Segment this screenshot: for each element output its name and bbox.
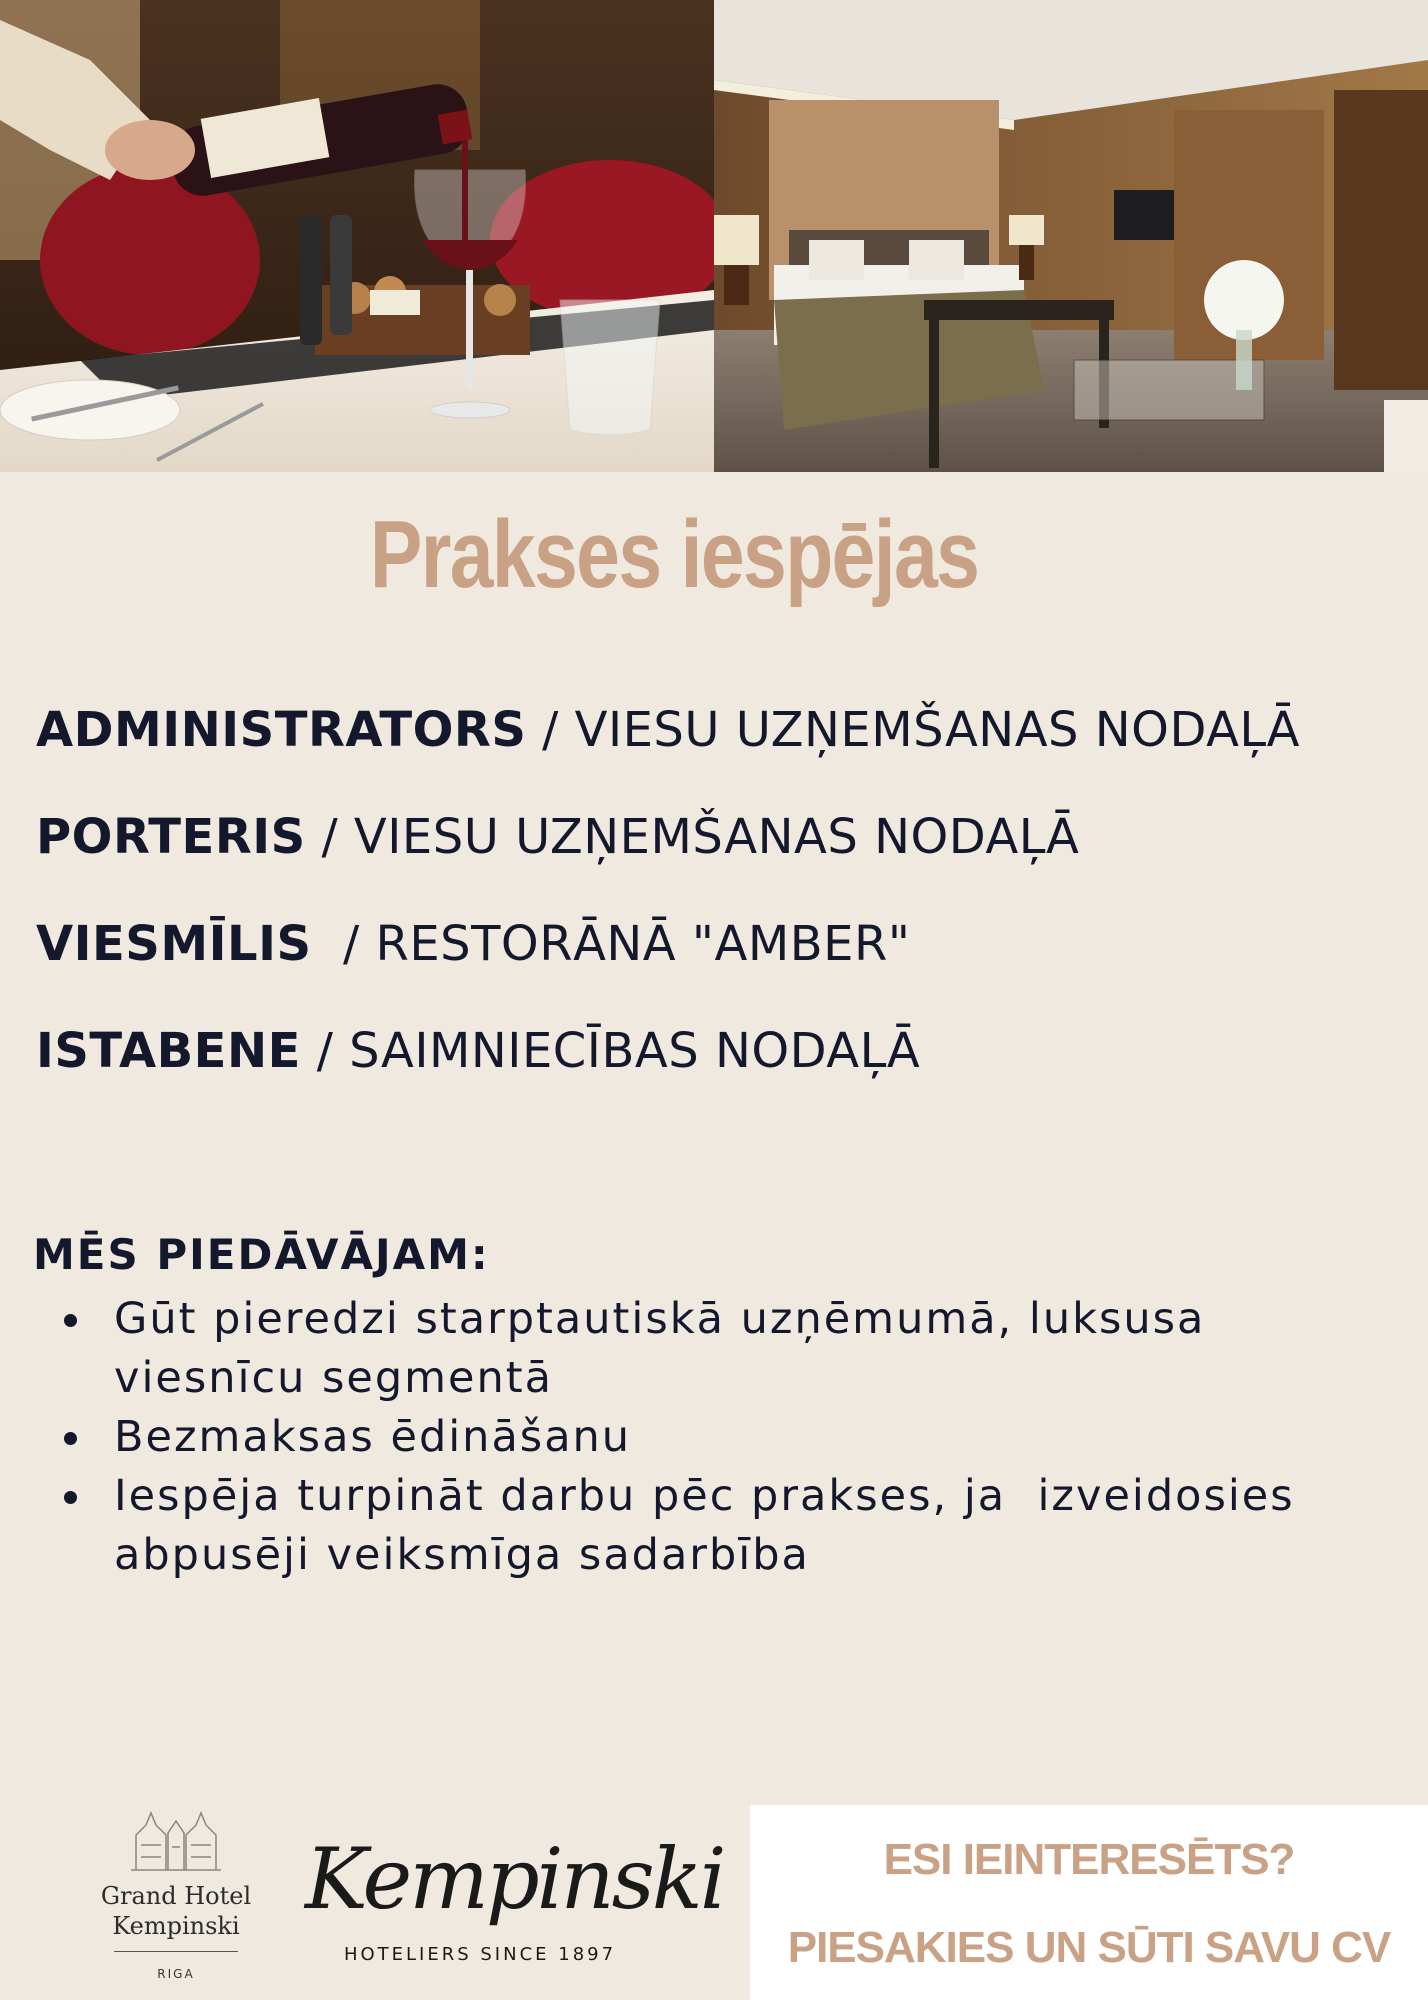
positions-list <box>36 700 1416 1128</box>
hotel-name-line-1: Grand Hotel <box>100 1882 252 1910</box>
hotel-name-line-2: Kempinski <box>112 1912 240 1940</box>
position-role: ISTABENE <box>36 1023 301 1079</box>
position-department: / VIESU UZŅEMŠANAS NODAĻĀ <box>305 809 1080 865</box>
offer-item-text: Bezmaksas ēdināšanu <box>114 1412 632 1462</box>
position-department: / VIESU UZŅEMŠANAS NODAĻĀ <box>526 702 1300 758</box>
position-item <box>36 914 1416 1021</box>
hotel-name <box>96 1881 256 1941</box>
bullet-icon <box>64 1491 77 1504</box>
footer-logos <box>0 1805 750 2000</box>
position-department: / SAIMNIECĪBAS NODAĻĀ <box>300 1023 921 1079</box>
list-item <box>60 1467 1400 1585</box>
cta-instruction: PIESAKIES UN SŪTI SAVU CV <box>787 1923 1391 1972</box>
divider <box>114 1951 238 1952</box>
kempinski-wordmark: Kempinski <box>305 1830 724 1928</box>
bullet-icon <box>64 1432 77 1445</box>
offer-item-text: Iespēja turpināt darbu pēc prakses, ja izveidosies abpusēji veiksmīga sadarbība <box>114 1471 1311 1580</box>
position-role: PORTERIS <box>36 809 306 865</box>
position-item <box>36 807 1416 914</box>
position-item <box>36 700 1416 807</box>
position-role: ADMINISTRATORS <box>36 702 527 758</box>
list-item <box>60 1290 1400 1408</box>
position-item <box>36 1021 1416 1128</box>
bullet-icon <box>64 1314 77 1327</box>
cta-box <box>750 1805 1428 2000</box>
offer-heading: MĒS PIEDĀVĀJAM: <box>33 1230 490 1279</box>
header-photos <box>0 0 1428 472</box>
restaurant-photo <box>0 0 714 472</box>
grand-hotel-kempinski-logo <box>96 1805 256 1990</box>
offer-list <box>60 1290 1400 1585</box>
hotel-city: RIGA <box>157 1967 195 1981</box>
list-item <box>60 1408 1400 1467</box>
kempinski-tagline: HOTELIERS SINCE 1897 <box>343 1944 617 1965</box>
building-icon <box>96 1805 256 1875</box>
position-role: VIESMĪLIS <box>36 916 312 972</box>
cta-question: ESI IEINTERESĒTS? <box>883 1835 1295 1884</box>
offer-item-text: Gūt pieredzi starptautiskā uzņēmumā, luksusa viesnīcu segmentā <box>114 1294 1206 1403</box>
hotel-room-photo <box>714 0 1428 472</box>
page-title: Prakses iespējas <box>369 501 979 608</box>
kempinski-logo <box>305 1830 724 1980</box>
position-department: / RESTORĀNĀ "AMBER" <box>311 916 911 972</box>
